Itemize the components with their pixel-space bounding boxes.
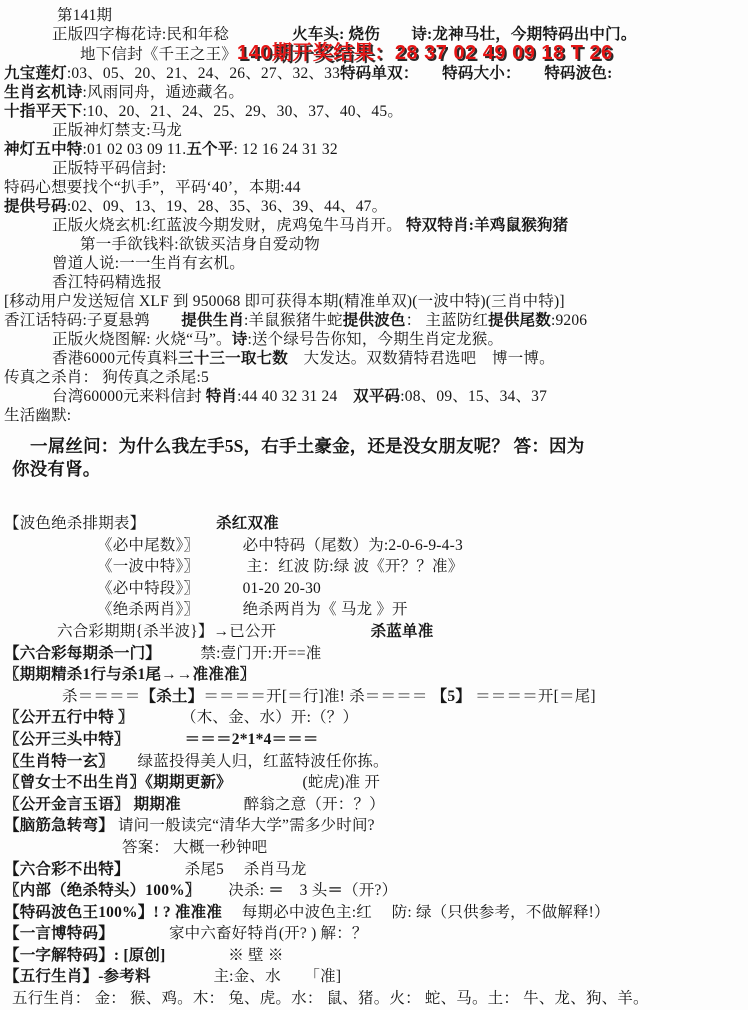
text-segment xyxy=(191,580,242,597)
text-segment xyxy=(191,558,246,575)
text-segment: 准准准 xyxy=(174,903,223,921)
text-segment xyxy=(191,537,242,554)
text-segment: 【六合彩每期杀一门】 xyxy=(4,644,154,662)
ten-fingers-line xyxy=(2,102,746,121)
text-segment: 【波色绝杀排期表】 xyxy=(4,515,138,532)
text-segment: ： 主蓝防红 xyxy=(405,312,489,329)
text-segment: 特码心想要找个“扒手”，平码‘40’，本期:44 xyxy=(4,179,301,196)
xiangjiang-report-title xyxy=(2,273,746,292)
xiangjiang-tip-line xyxy=(2,311,746,330)
zodiac-poem-line xyxy=(2,83,746,102)
text-segment: 〖期期精杀1行与杀1尾→→准准准〗 xyxy=(4,666,256,684)
text-segment: [移动用户发送短信 XLF 到 950068 即可获得本期(精准单双)(一波中特)(三肖中特)] xyxy=(4,293,565,310)
text-segment: 诗 xyxy=(231,331,248,348)
text-segment: 六合彩期期{杀半波}】→已公开 xyxy=(57,622,277,640)
text-segment: :风雨同舟，遁迹藏名。 xyxy=(82,84,245,101)
text-segment xyxy=(122,731,185,748)
text-segment: 杀蓝单准 xyxy=(370,622,434,640)
text-segment: 杀尾5 杀肖马龙 xyxy=(121,860,307,878)
text-segment: 提供波色 xyxy=(342,312,406,329)
text-segment: ＝＝＝2*1*4＝＝＝ xyxy=(184,730,319,748)
text-segment xyxy=(191,601,242,618)
text-segment: 家中六畜好特肖(开? ) 解：？ xyxy=(106,925,368,943)
text-segment: 醉翁之意（开：？） xyxy=(180,795,385,813)
zodiac-mystery-line xyxy=(2,751,746,773)
text-segment: 五行生肖： 金： 猴、鸡。木： 兔、虎。水： 鼠、猪。火： 蛇、马。土： 牛、龙、狗、羊。 xyxy=(12,990,649,1008)
text-segment: 传真之杀肖： 狗 xyxy=(4,369,118,386)
text-segment: 特码单双： 特码大小： 特码波色: xyxy=(340,65,613,82)
text-segment: 《绝杀两肖》〗 xyxy=(97,601,192,619)
text-segment: 【杀土】 xyxy=(140,687,204,705)
text-segment: 【六合彩不出特】 xyxy=(4,860,122,878)
text-segment: 正版火烧玄机:红蓝波今期发财，虎鸡兔牛马肖开。 xyxy=(52,217,406,234)
text-segment: 传真之杀尾:5 xyxy=(117,369,209,386)
text-segment: 一屌丝问：为什么我左手5S，右手土豪金，还是没女朋友呢？ 答：因为 xyxy=(30,436,585,456)
text-segment: 《必中尾数》〗 xyxy=(97,536,192,554)
text-segment: 【五行生肖】-参考料 xyxy=(4,968,151,986)
text-segment: 绝杀两肖为《 马龙 》开 xyxy=(242,601,408,619)
taiwan-material-line xyxy=(2,387,746,406)
text-segment: 〖公开五行中特 〗 xyxy=(4,709,126,727)
half-wave-line xyxy=(2,621,746,643)
text-segment: (蛇虎)准 开 xyxy=(224,774,381,792)
text-segment: 五个平 xyxy=(186,141,234,158)
text-segment xyxy=(276,623,370,640)
previous-draw-result: 140期开奖结果：28 37 02 49 09 18 T 26 xyxy=(237,42,613,64)
text-segment: 双平码 xyxy=(353,388,401,405)
one-wave-line xyxy=(2,556,746,578)
text-segment: ＝ xyxy=(327,882,344,900)
text-segment: 《一波中特》〗 xyxy=(97,558,192,576)
humor-section-title xyxy=(2,406,746,425)
text-segment: 正版神灯禁支:马龙 xyxy=(52,122,183,139)
not-special-line xyxy=(2,859,746,881)
text-segment: 生活幽默: xyxy=(4,407,72,424)
text-segment: 地下信封《千王之王》 xyxy=(80,46,238,63)
text-segment: ※ 壁 ※ xyxy=(165,946,284,964)
humor-question-line xyxy=(2,435,746,458)
kill-one-gate-line xyxy=(2,643,746,665)
five-elements-zodiac-title xyxy=(2,966,746,988)
text-segment: 特肖 xyxy=(205,388,238,405)
text-segment: 正版特平码信封: xyxy=(52,160,167,177)
section-kill-analysis xyxy=(2,513,746,1010)
lamp-five-special-line xyxy=(2,140,746,159)
wave-kill-table-title xyxy=(2,513,746,535)
five-elements-line xyxy=(2,707,746,729)
text-segment: 【一言博特码】 xyxy=(4,925,107,943)
text-segment: 杀＝＝＝＝ xyxy=(62,687,141,705)
text-segment: 〖公开金言玉语〗 期期准 xyxy=(4,795,181,813)
text-segment: 香江话特码:子夏悬鹑 xyxy=(4,312,182,329)
text-segment: 〖生肖特一玄〗 xyxy=(4,752,107,770)
text-segment: 第一手欲钱料:欲钹买洁身自爱动物 xyxy=(80,236,321,253)
text-segment: 禁:壹门开:开==准 xyxy=(153,644,322,662)
text-segment: :08、09、15、34、37 xyxy=(400,388,548,405)
text-segment: 【一字解特码】: [原创] xyxy=(4,946,166,964)
money-tip-line xyxy=(2,235,746,254)
text-segment: 正版四字梅花诗:民和年稔 xyxy=(52,26,230,43)
fax-kill-line xyxy=(2,368,746,387)
text-segment: :9206 xyxy=(550,312,588,329)
issue-number xyxy=(2,6,746,25)
provided-numbers-line xyxy=(2,197,746,216)
brain-teaser-answer-line xyxy=(2,837,746,859)
text-segment: 每期必中波色主:红 防: 绿（只供参考，不做解释!） xyxy=(222,903,610,921)
text-segment: 十指平天下 xyxy=(4,103,83,120)
kill-two-zodiac-line xyxy=(2,599,746,621)
sms-notice-line xyxy=(2,292,746,311)
text-segment: : 12 16 24 31 32 xyxy=(233,141,338,158)
pickpocket-line xyxy=(2,178,746,197)
brain-teaser-line xyxy=(2,815,746,837)
text-segment: 神灯五中特 xyxy=(4,141,83,158)
one-phrase-line xyxy=(2,923,746,945)
text-segment: 必中特码（尾数）为:2-0-6-9-4-3 xyxy=(242,536,463,554)
text-segment: 【特码波色王100%】! ? xyxy=(4,903,175,921)
envelope-title-line xyxy=(2,159,746,178)
text-segment: 提供尾数 xyxy=(488,312,551,329)
text-segment: 答案： 大概一秒钟吧 xyxy=(122,838,268,856)
text-segment: 提供生肖 xyxy=(181,312,245,329)
text-segment: 九宝莲灯 xyxy=(4,65,67,82)
five-elements-zodiac-line xyxy=(2,988,746,1010)
text-segment: 三十三一取七数 xyxy=(178,350,288,367)
text-segment: 大发达。双数猜特君选吧 博一博。 xyxy=(287,350,555,367)
wave-king-line xyxy=(2,902,746,924)
text-segment: :01 02 03 09 11. xyxy=(82,141,187,158)
text-segment: 曾道人说:一一生肖有玄机。 xyxy=(52,255,245,272)
text-segment: ＝ xyxy=(268,882,284,900)
text-segment: 【5】 xyxy=(431,687,472,705)
zengdaoren-line xyxy=(2,254,746,273)
internal-kill-head-line xyxy=(2,880,746,902)
text-segment: :44 40 32 31 24 xyxy=(237,388,354,405)
draw-result-line xyxy=(2,44,746,64)
text-segment: 绿蓝投得美人归，红蓝特波任你拣。 xyxy=(106,752,389,770)
hk-fax-line xyxy=(2,349,746,368)
text-segment: （开?） xyxy=(343,882,398,900)
text-segment: 生肖玄机诗 xyxy=(4,84,83,101)
kill-row-tail-line xyxy=(2,664,746,686)
must-hit-segment-line xyxy=(2,578,746,600)
lamp-forbid-line xyxy=(2,121,746,140)
three-heads-line xyxy=(2,729,746,751)
one-char-line xyxy=(2,945,746,967)
text-segment: 〖公开三头中特〗 xyxy=(4,730,122,748)
text-segment: 特双特肖:羊鸡鼠猴狗猪 xyxy=(405,217,569,234)
text-segment: 杀红双准 xyxy=(216,515,279,532)
must-hit-tail-line xyxy=(2,535,746,557)
text-segment: ＝＝＝＝开[＝尾] xyxy=(471,687,596,705)
text-segment: 〖曾女士不出生肖〗《期期更新》 xyxy=(4,774,225,792)
text-segment: :送个绿号告你知，今期生肖定龙猴。 xyxy=(247,331,504,348)
text-segment: 01-20 20-30 xyxy=(242,579,321,597)
text-segment: 主：红波 防:绿 波《开？？准》 xyxy=(246,558,464,576)
text-segment: 主:金、水 「准] xyxy=(150,968,342,986)
text-segment: 3 头 xyxy=(283,882,328,900)
text-segment: 台湾60000元来料信封 xyxy=(52,388,206,405)
text-segment: :10、20、21、24、25、29、30、37、40、45。 xyxy=(82,103,404,120)
text-segment: :02、09、13、19、28、35、36、39、44、47。 xyxy=(66,198,388,215)
text-segment: ＝＝＝＝开[＝行]准! 杀＝＝＝＝ xyxy=(203,687,432,705)
text-segment: 香港6000元传真料 xyxy=(52,350,179,367)
text-segment: 〖内部（绝杀特头）100%〗 xyxy=(4,882,193,900)
text-segment: 《必中特段》〗 xyxy=(97,579,192,597)
section-main-tips xyxy=(2,6,746,425)
text-segment: :03、05、20、21、24、26、27、32、33 xyxy=(66,65,341,82)
fire-mystery-line xyxy=(2,216,746,235)
text-segment: 决杀: xyxy=(192,882,269,900)
text-segment: （木、金、水）开:（？） xyxy=(125,709,359,727)
text-segment: :羊鼠猴猪牛蛇 xyxy=(244,312,343,329)
text-segment: 香江特码精选报 xyxy=(52,274,162,291)
text-segment: 正版火烧图解: 火烧“马”。 xyxy=(52,331,232,348)
kill-earth-line xyxy=(2,686,746,708)
text-segment: 提供号码 xyxy=(4,198,67,215)
humor-answer-line xyxy=(2,458,746,481)
golden-words-line xyxy=(2,794,746,816)
text-segment: 火车头: 烧伤 诗:龙神马壮，今期特码出中门。 xyxy=(229,26,637,43)
text-segment: 请问一般读完“清华大学”需多少时间? xyxy=(113,817,375,835)
text-segment: 你没有肾。 xyxy=(12,459,101,479)
text-segment: 【脑筋急转弯】 xyxy=(4,817,114,835)
madam-zeng-line xyxy=(2,772,746,794)
fire-diagram-line xyxy=(2,330,746,349)
section-humor xyxy=(2,435,746,481)
text-segment xyxy=(138,515,217,532)
nine-lotus-line xyxy=(2,64,746,83)
text-segment: 第141期 xyxy=(57,7,113,24)
